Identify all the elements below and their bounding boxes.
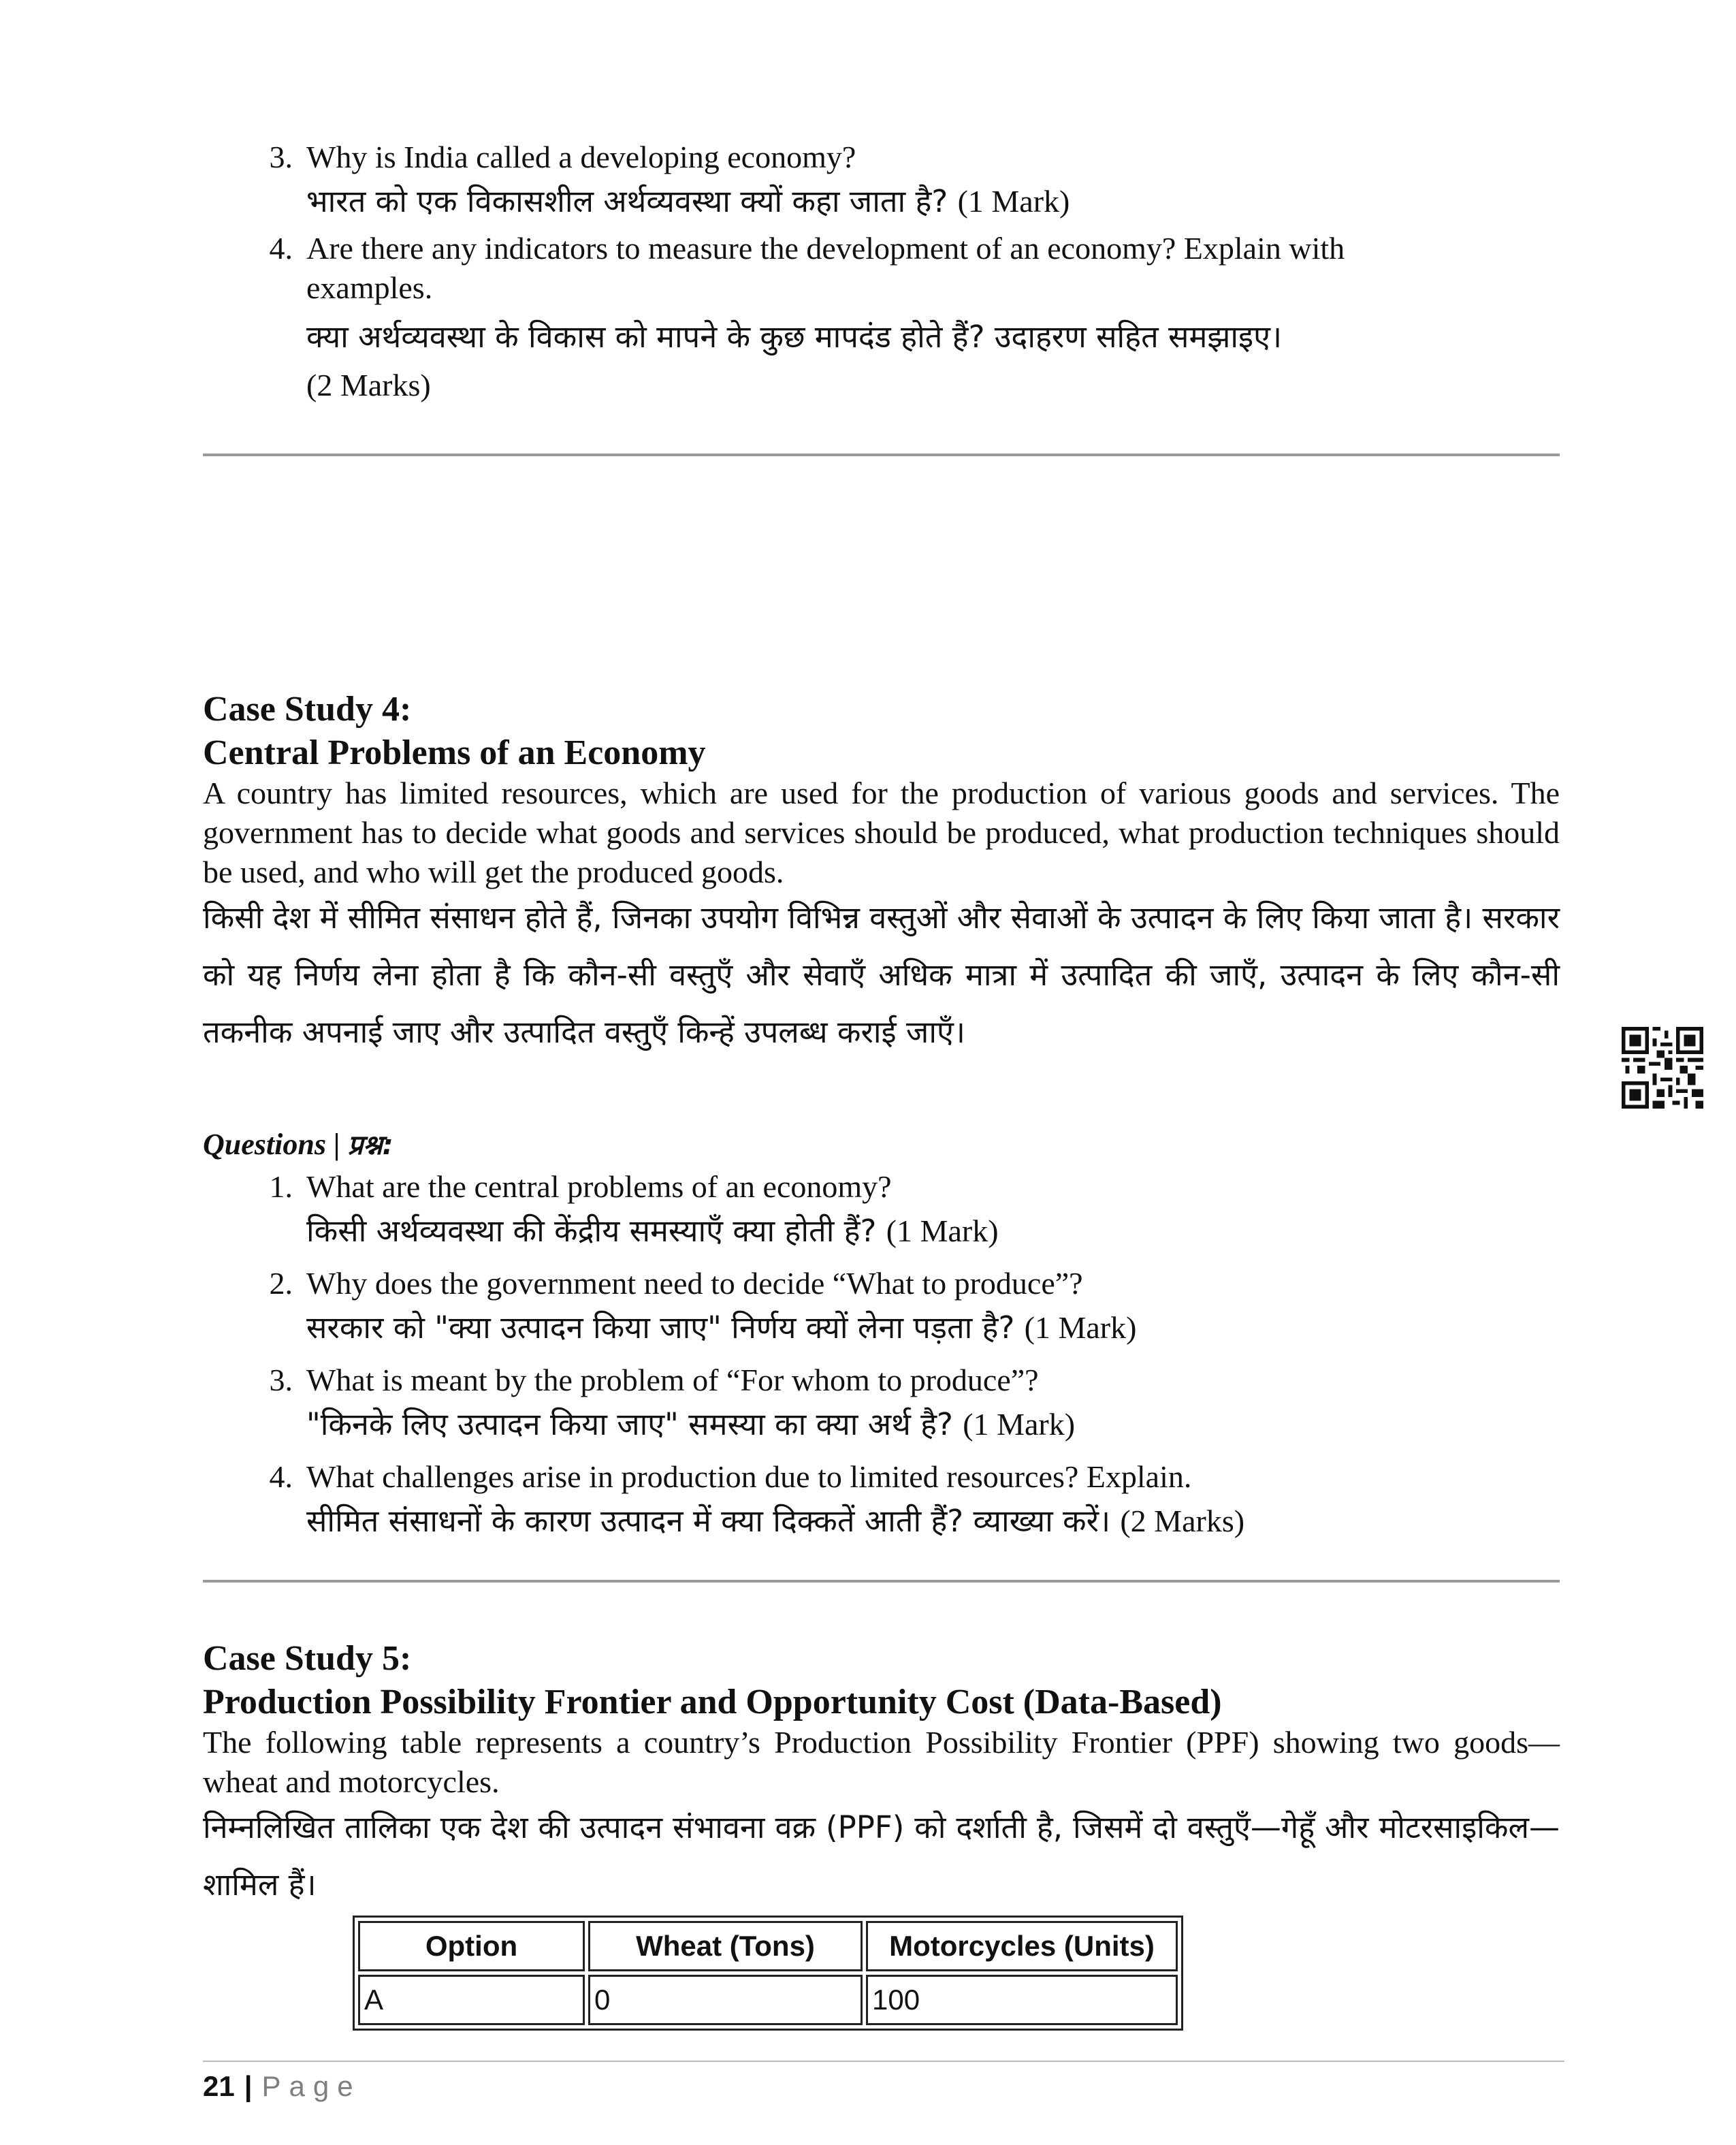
case-study-5-paragraph-en: The following table represents a country’s Production Possibility Frontier (PPF) showing two goods—wheat and motorcycles. (203, 1725, 1560, 1799)
question-hindi: सरकार को "क्या उत्पादन किया जाए" निर्णय क्यों लेना पड़ता है? (306, 1309, 1015, 1346)
question-item (252, 1167, 1566, 1256)
question-item (252, 138, 1566, 226)
marks-label: (2 Marks) (306, 368, 431, 402)
question-text-en: Why is India called a developing economy? (306, 140, 856, 174)
section-divider (203, 1580, 1560, 1583)
question-hindi: "किनके लिए उत्पादन किया जाए" समस्या का क्या अर्थ है? (306, 1406, 953, 1442)
table-header-row (358, 1921, 1178, 1971)
table-cell: A (358, 1975, 585, 2025)
question-number: 4. (269, 231, 293, 266)
page-label: Page (261, 2070, 361, 2102)
question-item (252, 1264, 1566, 1352)
question-item (252, 1457, 1566, 1546)
question-hindi: किसी अर्थव्यवस्था की केंद्रीय समस्याएँ क्या होती हैं? (306, 1213, 877, 1249)
column-header-motorcycles: Motorcycles (Units) (866, 1921, 1178, 1971)
ppf-table (353, 1916, 1183, 2031)
section-divider (203, 454, 1560, 456)
marks-label: (1 Mark) (886, 1213, 999, 1248)
question-text-hi (306, 177, 1566, 226)
footer-separator: | (244, 2070, 253, 2102)
marks-label: (1 Mark) (963, 1407, 1076, 1442)
case-study-4-label: Case Study 4: (203, 690, 412, 729)
case-study-4-question-list (252, 1167, 1566, 1546)
question-number: 4. (269, 1459, 293, 1494)
case-study-5-paragraph-hi: निम्नलिखित तालिका एक देश की उत्पादन संभावना वक्र (PPF) को दर्शाती है, जिसमें दो वस्तुएँ—गेहूँ और मोटरसाइकिल—शामिल हैं। (203, 1809, 1560, 1903)
questions-heading-en: Questions | (203, 1128, 340, 1161)
qr-code (1622, 1027, 1703, 1109)
question-number: 3. (269, 1363, 293, 1397)
question-number: 3. (269, 140, 293, 174)
case-study-4-paragraph-en: A country has limited resources, which are used for the production of various goods and services. The government has to decide what goods and services should be produced, what production techniques should be used, and who will get the produced goods. (203, 776, 1560, 889)
page-footer (203, 2070, 361, 2103)
top-question-list (252, 138, 1566, 404)
questions-heading (203, 1125, 393, 1162)
question-number: 1. (269, 1169, 293, 1204)
question-number: 2. (269, 1266, 293, 1301)
question-text-hi: क्या अर्थव्यवस्था के विकास को मापने के कुछ मापदंड होते हैं? उदाहरण सहित समझाइए। (306, 319, 1283, 355)
case-study-4-paragraph-hi: किसी देश में सीमित संसाधन होते हैं, जिनका उपयोग विभिन्न वस्तुओं और सेवाओं के उत्पादन के लिए किया जाता है। सरकार को यह निर्णय लेना होता है कि कौन-सी वस्तुएँ और सेवाएँ अधिक मात्रा में उत्पादित की जाएँ, उत्पादन के लिए कौन-सी तकनीक अपनाई जाए और उत्पादित वस्तुएँ किन्हें उपलब्ध कराई जाएँ। (203, 900, 1560, 1050)
question-text-hi (306, 1303, 1566, 1352)
question-text-hi (306, 1207, 1566, 1256)
case-study-5-label: Case Study 5: (203, 1639, 412, 1678)
case-study-5-title: Production Possibility Frontier and Opportunity Cost (Data-Based) (203, 1683, 1222, 1721)
question-item (252, 1361, 1566, 1449)
marks-label: (1 Mark) (1024, 1310, 1137, 1345)
marks-label: (1 Mark) (957, 184, 1070, 219)
column-header-option: Option (358, 1921, 585, 1971)
table-cell: 0 (588, 1975, 863, 2025)
question-text-en: Are there any indicators to measure the development of an economy? Explain with examples. (306, 231, 1345, 305)
question-text-hi (306, 1400, 1566, 1449)
question-hindi: सीमित संसाधनों के कारण उत्पादन में क्या दिक्कतें आती हैं? व्याख्या करें। (306, 1503, 1111, 1539)
question-item (252, 229, 1566, 404)
marks-label: (2 Marks) (1120, 1504, 1245, 1538)
column-header-wheat: Wheat (Tons) (588, 1921, 863, 1971)
question-text-en: What are the central problems of an economy? (306, 1169, 892, 1204)
questions-heading-hi: प्रश्न: (347, 1130, 393, 1161)
table-row (358, 1975, 1178, 2025)
question-hindi: भारत को एक विकासशील अर्थव्यवस्था क्यों कहा जाता है? (306, 183, 948, 219)
question-text-hi (306, 1497, 1566, 1546)
footer-divider (203, 2061, 1564, 2062)
table-cell: 100 (866, 1975, 1178, 2025)
page-number: 21 (203, 2070, 235, 2102)
question-text-en: What is meant by the problem of “For whom to produce”? (306, 1363, 1039, 1397)
case-study-4-title: Central Problems of an Economy (203, 733, 706, 772)
question-text-en: What challenges arise in production due to limited resources? Explain. (306, 1459, 1192, 1494)
question-text-en: Why does the government need to decide “What to produce”? (306, 1266, 1083, 1301)
